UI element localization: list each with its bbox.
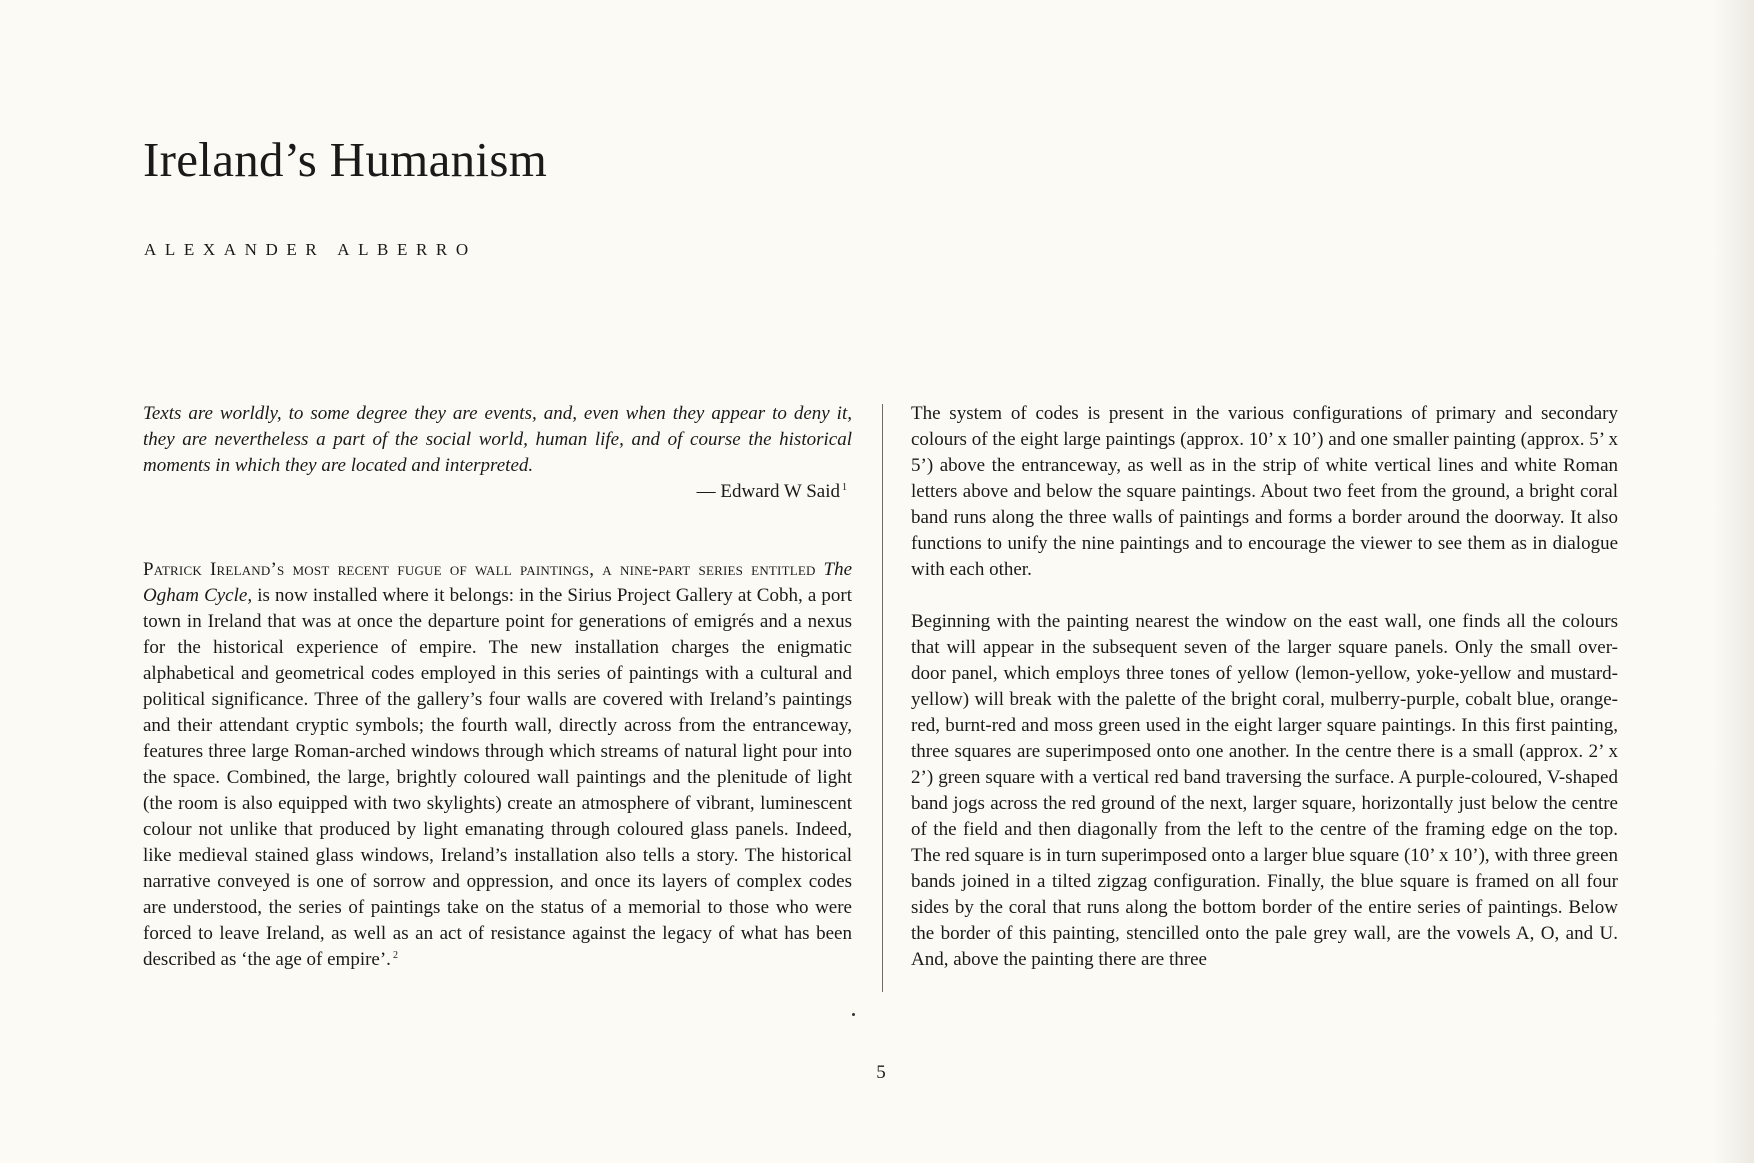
print-speck [852, 1013, 855, 1016]
article-title: Ireland’s Humanism [143, 132, 548, 187]
epigraph-quote: Texts are worldly, to some degree they are events, and, even when they appear to deny it, they are nevertheless a part of the social world, human life, and of course the historical moments in which they are located and interpreted. [143, 403, 852, 476]
body-paragraph-first-painting: Beginning with the painting nearest the window on the east wall, one finds all the colours that will appear in the subsequent seven of the larger square panels. Only the small over-door panel, which employs three tones of yellow (lemon-yellow, yoke-yellow and mustard-yellow) will break with the palette of the bright coral, mulberry-purple, cobalt blue, orange-red, burnt-red and moss green used in the eight larger square paintings. In this first painting, three squares are superimposed onto one another. In the centre there is a small (approx. 2’ x 2’) green square with a vertical red band traversing the surface. A purple-coloured, V-shaped band jogs across the red ground of the next, larger square, horizontally just below the centre of the field and then diagonally from the left to the centre of the framing edge on the top. The red square is in turn superimposed onto a larger blue square (10’ x 10’), with three green bands joined in a tilted zigzag configuration. Finally, the blue square is framed on all four sides by the coral that runs along the bottom border of the entire series of paintings. Below the border of this painting, stencilled onto the pale grey wall, are the vowels A, O, and U. And, above the painting there are three [911, 611, 1618, 970]
footnote-marker-2: 2 [392, 950, 398, 961]
work-title: The Ogham Cycle, [143, 559, 853, 606]
body-paragraph-intro-text: is now installed where it belongs: in the Sirius Project Gallery at Cobh, a port town in Ireland that was at once the departure point for generations of emigrés and a nexus for the historical experience of empire. The new installation charges the enigmatic alphabetical and geometrical codes employed in this series of paintings with a cultural and political significance. Three of the gallery’s four walls are covered with Ireland’s paintings and their attendant cryptic symbols; the fourth wall, directly across from the entranceway, features three large Roman-arched windows through which streams of natural light pour into the space. Combined, the large, brightly coloured wall paintings and the plenitude of light (the room is also equipped with two skylights) create an atmosphere of vibrant, luminescent colour not unlike that produced by light emanating through coloured glass panels. Indeed, like medieval stained glass windows, Ireland’s installation also tells a story. The historical narrative conveyed is one of sorrow and oppression, and once its layers of complex codes are understood, the series of paintings take on the status of a memorial to those who were forced to leave Ireland, as well as an act of resistance against the legacy of what has been described as ‘the age of empire’. [143, 585, 852, 970]
author-name: ALEXANDER ALBERRO [144, 240, 477, 259]
smallcaps-lead-in: Patrick Ireland’s most recent fugue of wall paintings, a nine-part series entitled [143, 559, 816, 580]
right-column [911, 401, 1618, 973]
epigraph-author: — Edward W Said [696, 481, 840, 502]
epigraph-attribution [143, 479, 847, 505]
left-column [143, 401, 852, 973]
page-edge-shadow [1714, 0, 1754, 1163]
page-number: 5 [876, 1062, 886, 1083]
column-divider [882, 404, 883, 992]
body-paragraph-intro [143, 557, 852, 973]
body-paragraph-codes: The system of codes is present in the various configurations of primary and secondary colours of the eight large paintings (approx. 10’ x 10’) and one smaller painting (approx. 5’ x 5’) above the entranceway, as well as in the strip of white vertical lines and white Roman letters above and below the square paintings. About two feet from the ground, a bright coral band runs along the three walls of paintings and forms a border around the doorway. It also functions to unify the nine paintings and to encourage the viewer to see them as in dialogue with each other. [911, 403, 1618, 580]
footnote-marker-1: 1 [842, 482, 847, 493]
